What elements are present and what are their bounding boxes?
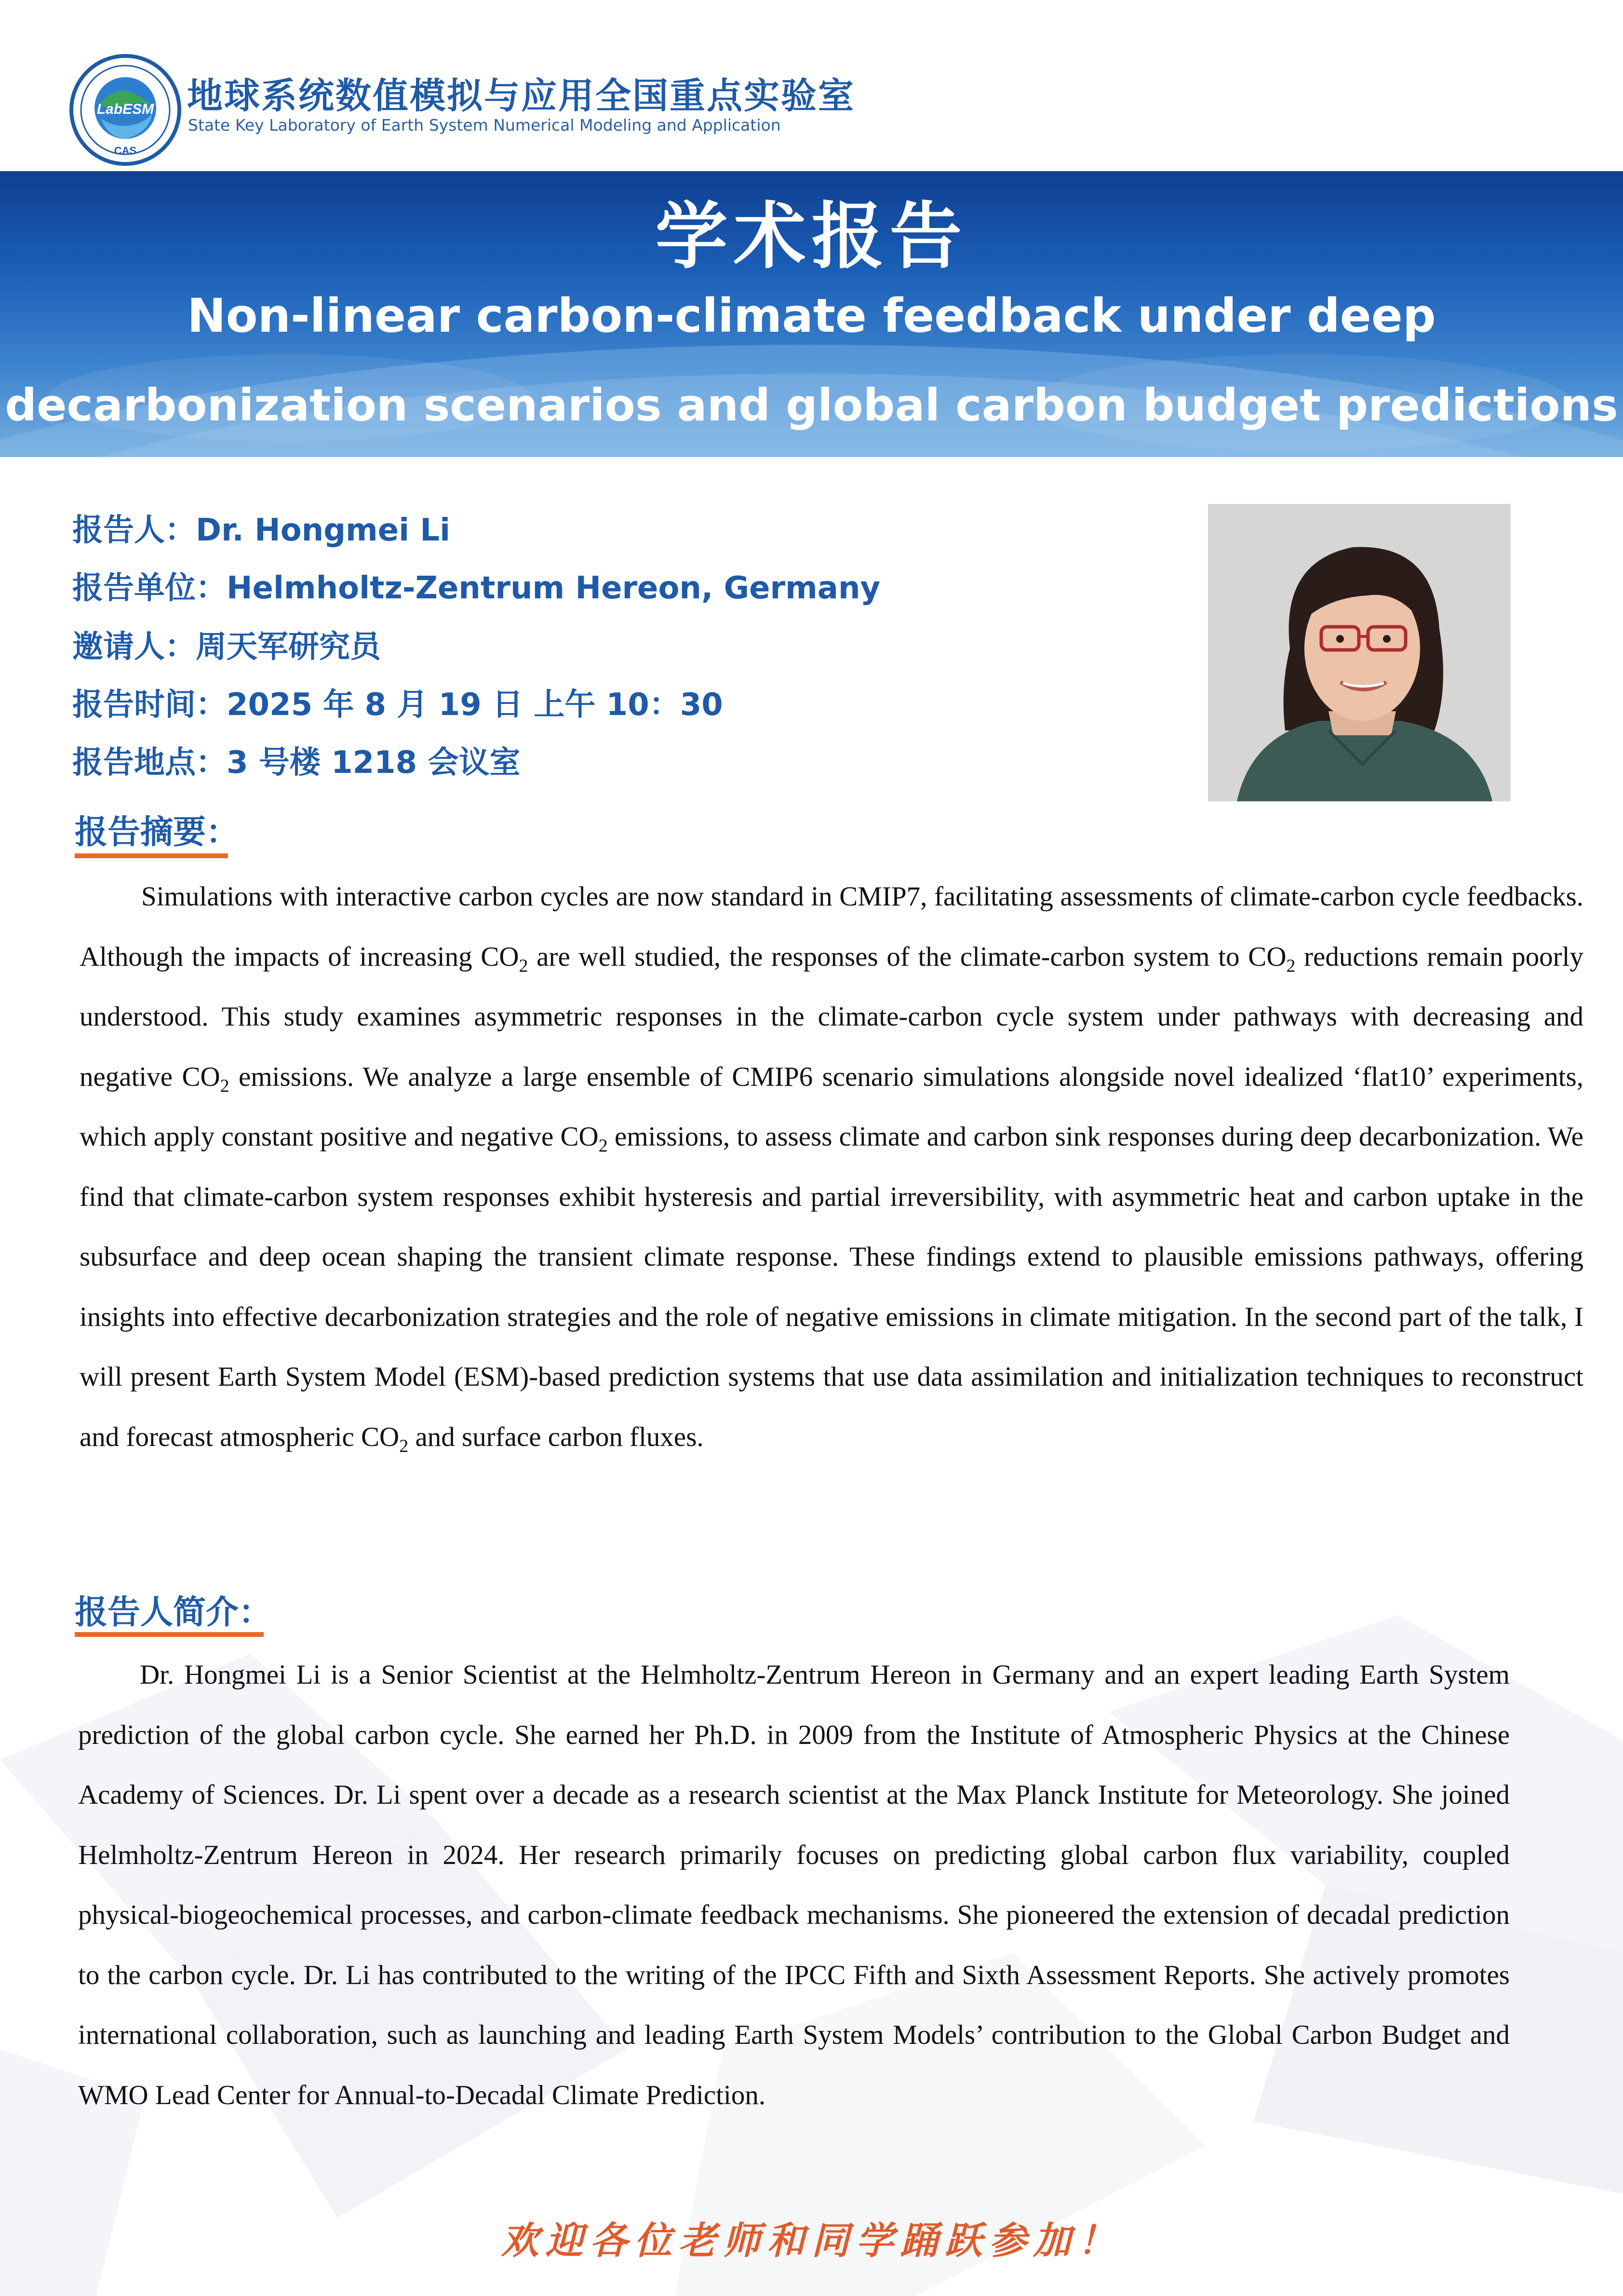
bio-heading-underline: [75, 1632, 264, 1637]
lab-name-cn: 地球系统数值模拟与应用全国重点实验室: [187, 75, 855, 117]
logo-sub: CAS: [114, 145, 137, 157]
talk-title-line-2: decarbonization scenarios and global carbon budget predictions: [5, 379, 1618, 431]
inviter-line: 邀请人：周天军研究员: [72, 629, 381, 665]
bio-text: Dr. Hongmei Li is a Senior Scientist at the Helmholtz-Zentrum Hereon in Germany and an expert leading Earth System prediction of the global carbon cycle. She earned her Ph.D. in 2009 from the Institute of Atmospheric Physics at the Chinese Academy of Sciences. Dr. Li spent over a decade as a research scientist at the Max Planck Institute for Meteorology. She joined Helmholtz-Zentrum Hereon in 2024. Her research primarily focuses on predicting global carbon flux variability, coupled physical-biogeochemical processes, and carbon-climate feedback mechanisms. She pioneered the extension of decadal prediction to the carbon cycle. Dr. Li has contributed to the writing of the IPCC Fifth and Sixth Assessment Reports. She actively promotes international collaboration, such as launching and leading Earth System Models’ contribution to the Global Carbon Budget and WMO Lead Center for Annual-to-Decadal Climate Prediction.: [78, 1660, 1510, 2110]
bio-heading: 报告人简介：: [75, 1594, 272, 1632]
talk-heading: 学术报告: [655, 195, 968, 279]
abstract-heading: 报告摘要：: [75, 813, 239, 851]
welcome-message: 欢迎各位老师和同学踊跃参加！: [501, 2219, 1122, 2263]
abstract-heading-underline: [75, 853, 228, 858]
lab-logo-icon: [67, 52, 183, 168]
logo-text: LabESM: [96, 101, 154, 117]
affiliation-line: 报告单位：Helmholtz-Zentrum Hereon, Germany: [72, 570, 881, 606]
location-line: 报告地点：3 号楼 1218 会议室: [72, 745, 521, 781]
time-line: 报告时间：2025 年 8 月 19 日 上午 10：30: [72, 687, 723, 723]
title-banner: [0, 171, 1623, 457]
speaker-line: 报告人：Dr. Hongmei Li: [72, 513, 451, 548]
abstract-text: Simulations with interactive carbon cycles are now standard in CMIP7, facilitating assessments of climate-carbon cycle feedbacks. Although the impacts of increasing $CO_2$ are well studied, the responses of the climate-carbon system to $CO_2$ reductions remain poorly understood. This study examines asymmetric responses in the climate-carbon cycle system under pathways with decreasing and negative $CO_2$ emissions. We analyze a large ensemble of CMIP6 scenario simulations alongside novel idealized ‘flat10’ experiments, which apply constant positive and negative $CO_2$ emissions, to assess climate and carbon sink responses during deep decarbonization. We find that climate-carbon system responses exhibit hysteresis and partial irreversibility, with asymmetric heat and carbon uptake in the subsurface and deep ocean shaping the transient climate response. These findings extend to plausible emissions pathways, offering insights into effective decarbonization strategies and the role of negative emissions in climate mitigation. In the second part of the talk, I will present Earth System Model (ESM)-based prediction systems that use data assimilation and initialization techniques to reconstruct and forecast atmospheric $CO_2$ and surface carbon fluxes.: [80, 881, 1583, 1456]
talk-title-line-1: Non-linear carbon-climate feedback under deep: [187, 289, 1436, 343]
lab-name-en: State Key Laboratory of Earth System Numerical Modeling and Application: [188, 116, 781, 135]
speaker-photo: [1208, 504, 1511, 801]
